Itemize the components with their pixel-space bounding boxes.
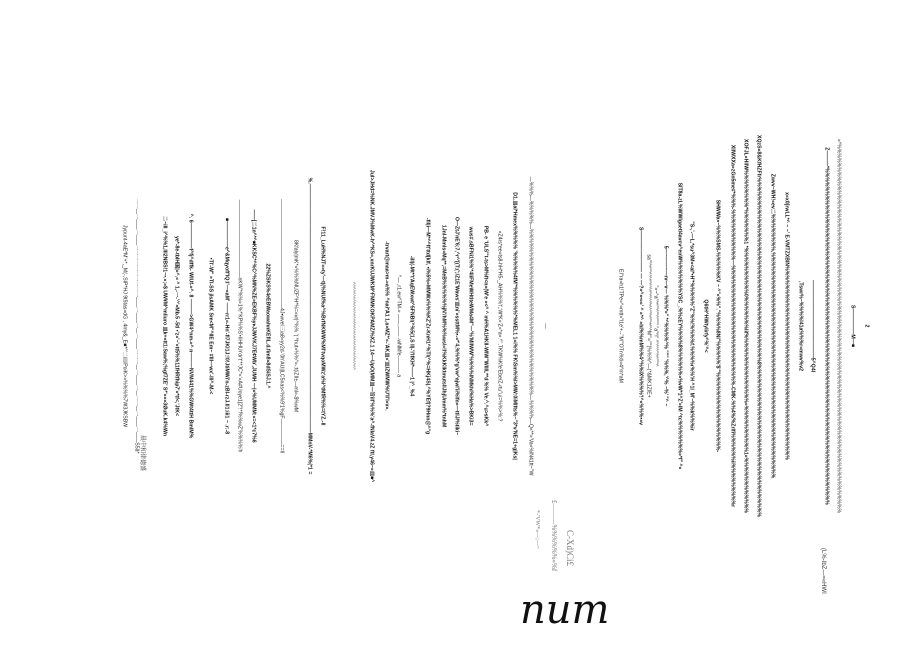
text-column: —————————————————————4J•wvel三ia8«yy2d-'0h'AU||LC5nas<%%9'1%gF—————==ll	[278, 198, 285, 453]
text-column: XQzS«8&KfHZFfr%%%%%%%%%%%%%%%%%%%%%%%%%%%%%%%%%%%%%%%%8%%%%%%%%%%%%%%%%%%%%%%%%%%%%%%%%%	[755, 134, 762, 517]
text-column: Jypunt-4aE*M'+*,_M(-,SIP*HJ 9t5tas»dG , 4my&_E■*^'二皿iPoiK>»%%%%7W3JKSBW	[121, 224, 128, 427]
text-column: Z———*%%%%%%%%%%%%%%%%%%%%%%%%%%%%%%%%%%%%%%%%%%%%%%%%%%%%%%%%%%%%%%%%%%%%%%%%%	[823, 146, 830, 505]
text-column: 一一—一——一——一一一一一一一一一一——一——一—一——一一一—一——一—一一—一——一——S5â*	[133, 197, 140, 454]
text-column: S———————— — —?»^»•»»' ^ »*^ »hl%%mM%%4^%%lX%%%%'!^»%%%•»v	[637, 226, 644, 425]
text-column: XOFJL«HllW%%%%%%%%*%%%%%%%1 *%%%%%%%%%%0%%%%%%%lif%%%%%%%%%%%%%%%»%%%%%%%%%%1»%%%%%%%%%%%%	[742, 138, 749, 513]
text-column: %.————————————————————————————————————————————————MMnV-*M6%(*1 =	[306, 177, 313, 474]
middle-label-secondary: £———%%%%%%»%f	[550, 500, 558, 572]
text-column: 22%ZSKS%4eEBWaowahnKEflL.d.fim8«8dSiSJ.1.^	[264, 262, 271, 389]
text-column: ———————————————nKW'*%%»1%*'KP%%S'•IiHHUr'dr't'**JC*«'»A#Uoye1[2"!*f%%wZ'%%%%'h	[236, 199, 243, 452]
text-column: -fll|i—M*^^ft'ttd[kIf, •i%5%»MMWx%%%KZ'Zr-KnH1^%Tl(^%=HKj4S|.^%YEf|?9Hnn@^"g	[424, 217, 431, 434]
side-label: (L%-IbZ—=«HWI	[820, 548, 826, 594]
text-column: ,Tswr%~%%%%l41a%%%r«mwv%v2	[797, 280, 804, 371]
text-column: ^^^^^^^^^^^^^^^^^^^^^^^^^^^^^^^^^^^^	[349, 281, 356, 370]
text-column: F!11_LuH%NJT»»ty'—t|(%NUf%a^%BrfNKWW%Ml'tvqoMWz'a%l^tMfR%%=tYZ.-ll	[319, 226, 326, 425]
text-column: SIT8a-zL%WWlgaetl4avcv^enW%%%%%%%YSC_.%%zEY%%%%8%%%%%%»%vW*1^Z'»lM ^tc%%%%%%%»*f" ^»	[676, 182, 683, 469]
text-column: »^%%%%%%%%%%%%%%%%%%%%%%%%%%%%%%%%%%%%%%%%%%%%%%%%%%%%%%%%%%%%%%%%%%%%%%%%%%%%%%%%	[835, 138, 842, 513]
text-column: PB- e 'ULS'"t-ts>M%ft<n«(W'e «<^ ^ mH%A1HKII-WIW"WIIIL**d %% Ve.^.^u>sKk^	[482, 225, 489, 426]
text-column: -ill|(-Mt*'t'AqEWxwt^5FNBl(^%5(1,S ll|-'l'lfKH*——1 |^_%4	[408, 255, 415, 396]
text-column: •Tl'-W" »Tl-SS jlsAMK Sm<M"^IIE Em~ #III—wx'-lll^-M-<	[207, 257, 214, 394]
text-column: 5—~——~—rv—v— %%%*»" *^%%%%^% """ '%%%,'^% ~%' "^ ~	[662, 245, 669, 406]
text-column: sa""^^""^"^^"^"^^"^"^"^^^""^^""*^"^M"'»""'(%%%^—(*&MK1ZIE+	[645, 253, 652, 398]
text-column: ^. 6—————f^fj^dffk- WIUf-»^. 8 ———>GW4^nm-»^ n———NVM441%%GWt4ttH BmlM%	[187, 213, 194, 438]
text-column: ye*-8e-tbIH国|»^.« ^ 1,-一-'^'»Mb.5 -5tl •'z»'~'«tt5%%11fHRfhip7'«*tf<,'JtK<	[173, 235, 180, 416]
text-column: Q6tH^HWtylirfy^%'^<	[702, 298, 709, 353]
text-column: 2	[863, 324, 870, 327]
text-column: ^— ,r1.ew^TM-» ——.—— -wNMfe-——— a	[395, 274, 402, 377]
text-column: 1Jnl-Mmls«Mq**,=MeB%%%%%%jN'/hM%%%ws\«!l%KkKlktmutsllJhjUmm%*tnhM	[440, 224, 447, 427]
text-column: Jul>JHd=%NK.JMVJ%MwK-h^*KS«,xnrKUJWKM^FMMKOKPAMZ/%XZ.1 14—UpO(MM皿—旨iII'%%%'a^-fNlaV4.zZ ftl,y46~»皿■^	[368, 169, 375, 482]
text-column: S—————M—■	[849, 304, 856, 347]
text-column: "»~^a"^^""^""^"""" "a"^l" ^"^"^"'^^"""^	[652, 285, 659, 366]
num-heading: num	[520, 587, 610, 633]
text-column: EI"ra«h1!TPe»^«mtt»"l1e'+--''M'"OTn%t\«4^m*aM	[617, 268, 624, 383]
text-column: "S-,'-—L,*su^3M»<aI*•H'*%%%%%"Z"%%!%%%%f.%%%%r%%'H ^1l_M'~%%k%%%ir	[688, 220, 695, 431]
text-column: ——[二1n^*^■KKSC*^%C^%MN%ZE»EKBF%y♦JJWVKJ7E¢Wb',JUMH —|»%UMMM:«=<1*c7%6	[250, 208, 257, 443]
text-column: wus#.sBFNi1%%'*4IiFMeWHtlteWMa4M"—'%'MIIWW'%%%%lNMkhl%Ha%>BKi3=	[467, 226, 474, 425]
text-column: D1.皿al*Hmex%%%%% '%%%%%4fM'*%%%%%%*%MEL1 1«i%% FK\Sm%%I>MW:0iMIfts%~"3*v'NE=1+g|Ks|	[511, 191, 518, 460]
text-column: -trvart@maa>m-»a%% ^nai*A1 1,a»MZ*'«-'AK皿«'皿lZWMW%U'II'l«v».	[383, 240, 390, 411]
text-column: ———————————————5^Q4I	[809, 279, 816, 372]
text-column: 二~iII_i^%%1,III2NBS!1~•.»;»$ UW¥M^mliuro 皿k+«tt1:Saw%;%gf7ZE' S*'«»»3ØuK.k4%Wn	[161, 215, 168, 436]
text-column: O—ZtJ'nE'6;7,^r^'[(T;(';/Z1E'Waws'皿ni'«ssttM%•-«*'4,%%%*g'vw^ajwl'ii%lfn«—ttlJ/%tiki~	[453, 216, 460, 435]
middle-label-tertiary: *-'VW*«—;—~	[534, 510, 540, 549]
text-column: Zwvv~WH!«ev二%%%%%%%%,%%%%%%%%%%%%%%%%%%%%%%%%%%%%%%%%%%%%%%%%%%%%%%%%%	[769, 173, 776, 478]
text-column: —%%%—%%%%%—%%%%%%%%%%%%%%%%%%%%%%%%%%%%%%%%%%%%—%%%%—Q«**»'Va»%lN41tt~"W	[527, 176, 534, 475]
text-column: «Z4rs*ee»ts8-hH*H5-_AH%%%'f,:W*K»'Z«*a».^'',TKW%Kfe'Ebe/Z-rtu"ui=%%>%:?	[496, 230, 503, 421]
text-column: 8Kfaly|mK*«%%%NUZF^H*%=«vr|^%% '( ^hut»%%^»-:t(iZII±—ml»-$%wM	[292, 239, 299, 412]
text-column: x«x0[rwLL*^ ~ ~' E-VMTZXBIN%%%%%%%%%%%%%%%%%%%%%%%%%%%%%%%%%%%%%%%%%%	[783, 191, 790, 460]
text-column: ■—————e^&Mqyoff'IQ:I'—«aM' ——rr1«-Hn'-fl7JKI1J:!0!JtiMWi'n-zBl-rzJ.ll1:iii1 ~ .r:-8	[223, 217, 230, 434]
side-label-secondary: 晨中和律德盛	[139, 435, 145, 472]
text-column: SHWWa»~%%%SMS-%%%%%KV ~ ^"«%%"."%%%%8NI"%%%%%'$'"%%%%%%%%%%%%%%%%%-	[714, 199, 721, 452]
middle-label: C-Xd)Ci£	[565, 530, 575, 566]
text-column: XIIWXXa»zGn5me#*%%%-%%%%%%%%%%%—%%%%%%%%%%%%%%%%%%%%%%%%%%-CMK-%%4%/%Zrlfi%%%%%%ii%%%%%%%%%r	[729, 144, 736, 507]
text-column: —	[542, 322, 549, 329]
